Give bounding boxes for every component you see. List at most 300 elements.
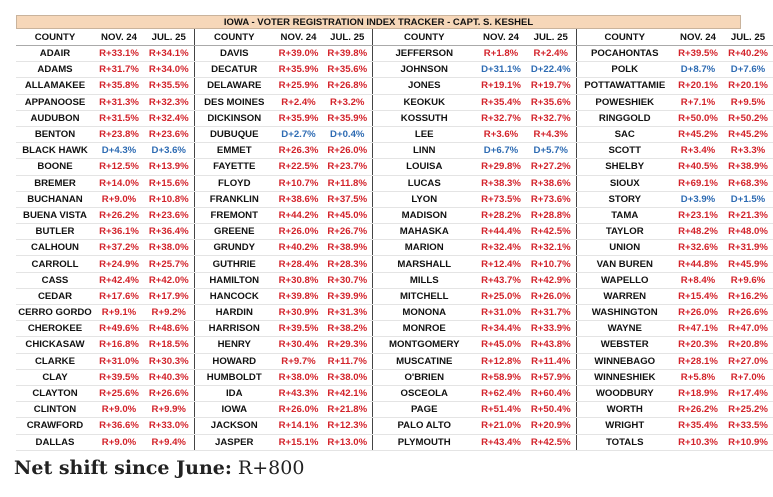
county-name: KOSSUTH <box>372 110 476 126</box>
table-row <box>16 385 773 401</box>
county-name: WINNEBAGO <box>576 353 673 369</box>
county-name: ADAMS <box>16 62 94 78</box>
table-row <box>16 402 773 418</box>
nov24-value: D+6.7% <box>476 143 526 159</box>
jul25-value: R+42.1% <box>323 385 372 401</box>
jul25-value: R+26.0% <box>323 143 372 159</box>
nov24-value: R+39.5% <box>274 321 323 337</box>
jul25-value: R+35.6% <box>323 62 372 78</box>
county-name: CALHOUN <box>16 240 94 256</box>
county-name: WEBSTER <box>576 337 673 353</box>
col-header-jul25: JUL. 25 <box>723 29 773 46</box>
net-shift-footer <box>14 457 304 479</box>
county-name: MONTGOMERY <box>372 337 476 353</box>
nov24-value: R+45.2% <box>673 126 723 142</box>
jul25-value: R+19.7% <box>526 78 576 94</box>
jul25-value: R+34.0% <box>144 62 194 78</box>
table-row <box>16 321 773 337</box>
county-name: CARROLL <box>16 256 94 272</box>
nov24-value: R+30.4% <box>274 337 323 353</box>
jul25-value: R+29.3% <box>323 337 372 353</box>
col-header-county: COUNTY <box>372 29 476 46</box>
nov24-value: R+26.3% <box>274 143 323 159</box>
table-row <box>16 46 773 62</box>
county-name: WARREN <box>576 288 673 304</box>
jul25-value: R+42.5% <box>526 434 576 450</box>
county-name: WINNESHIEK <box>576 369 673 385</box>
jul25-value: R+16.2% <box>723 288 773 304</box>
county-name: LINN <box>372 143 476 159</box>
nov24-value: R+23.8% <box>94 126 144 142</box>
county-name: HAMILTON <box>194 272 274 288</box>
county-name: JACKSON <box>194 418 274 434</box>
nov24-value: R+3.4% <box>673 143 723 159</box>
jul25-value: R+26.6% <box>144 385 194 401</box>
nov24-value: R+49.6% <box>94 321 144 337</box>
county-name: RINGGOLD <box>576 110 673 126</box>
jul25-value: R+11.4% <box>526 353 576 369</box>
table-row <box>16 305 773 321</box>
county-name: MUSCATINE <box>372 353 476 369</box>
jul25-value: R+45.0% <box>323 207 372 223</box>
county-name: HUMBOLDT <box>194 369 274 385</box>
col-header-county: COUNTY <box>576 29 673 46</box>
col-header-nov24: NOV. 24 <box>673 29 723 46</box>
county-name: SIOUX <box>576 175 673 191</box>
county-name: AUDUBON <box>16 110 94 126</box>
nov24-value: R+42.4% <box>94 272 144 288</box>
nov24-value: R+31.5% <box>94 110 144 126</box>
table-row <box>16 337 773 353</box>
jul25-value: D+0.4% <box>323 126 372 142</box>
jul25-value: R+32.4% <box>144 110 194 126</box>
county-name: MARION <box>372 240 476 256</box>
county-name: CEDAR <box>16 288 94 304</box>
county-name: WRIGHT <box>576 418 673 434</box>
jul25-value: R+26.8% <box>323 78 372 94</box>
nov24-value: R+48.2% <box>673 224 723 240</box>
col-header-county: COUNTY <box>194 29 274 46</box>
table-row <box>16 126 773 142</box>
jul25-value: R+31.9% <box>723 240 773 256</box>
col-header-jul25: JUL. 25 <box>323 29 372 46</box>
jul25-value: R+23.7% <box>323 159 372 175</box>
jul25-value: R+40.3% <box>144 369 194 385</box>
county-name: UNION <box>576 240 673 256</box>
county-table <box>16 29 773 451</box>
nov24-value: R+28.4% <box>274 256 323 272</box>
nov24-value: R+58.9% <box>476 369 526 385</box>
jul25-value: R+21.8% <box>323 402 372 418</box>
nov24-value: R+28.2% <box>476 207 526 223</box>
table-row <box>16 143 773 159</box>
jul25-value: R+38.0% <box>323 369 372 385</box>
table-row <box>16 418 773 434</box>
nov24-value: R+44.2% <box>274 207 323 223</box>
county-name: BUCHANAN <box>16 191 94 207</box>
jul25-value: R+68.3% <box>723 175 773 191</box>
jul25-value: R+35.9% <box>323 110 372 126</box>
nov24-value: R+43.3% <box>274 385 323 401</box>
nov24-value: R+9.1% <box>94 305 144 321</box>
table-row <box>16 94 773 110</box>
jul25-value: R+31.7% <box>526 305 576 321</box>
jul25-value: R+10.7% <box>526 256 576 272</box>
county-name: CLINTON <box>16 402 94 418</box>
nov24-value: R+10.3% <box>673 434 723 450</box>
jul25-value: R+11.8% <box>323 175 372 191</box>
nov24-value: R+47.1% <box>673 321 723 337</box>
county-name: DES MOINES <box>194 94 274 110</box>
nov24-value: R+51.4% <box>476 402 526 418</box>
col-header-jul25: JUL. 25 <box>526 29 576 46</box>
nov24-value: R+30.8% <box>274 272 323 288</box>
county-name: POLK <box>576 62 673 78</box>
jul25-value: R+13.9% <box>144 159 194 175</box>
nov24-value: R+45.0% <box>476 337 526 353</box>
jul25-value: R+38.0% <box>144 240 194 256</box>
nov24-value: R+26.0% <box>274 224 323 240</box>
nov24-value: D+4.3% <box>94 143 144 159</box>
jul25-value: R+9.2% <box>144 305 194 321</box>
nov24-value: R+44.4% <box>476 224 526 240</box>
county-name: WORTH <box>576 402 673 418</box>
county-name: VAN BUREN <box>576 256 673 272</box>
nov24-value: R+31.0% <box>476 305 526 321</box>
county-name: CLARKE <box>16 353 94 369</box>
nov24-value: R+12.4% <box>476 256 526 272</box>
county-name: FRANKLIN <box>194 191 274 207</box>
nov24-value: R+15.1% <box>274 434 323 450</box>
jul25-value: R+7.0% <box>723 369 773 385</box>
jul25-value: R+45.9% <box>723 256 773 272</box>
nov24-value: R+35.9% <box>274 62 323 78</box>
nov24-value: R+32.4% <box>476 240 526 256</box>
nov24-value: R+37.2% <box>94 240 144 256</box>
table-row <box>16 207 773 223</box>
nov24-value: R+2.4% <box>274 94 323 110</box>
nov24-value: R+21.0% <box>476 418 526 434</box>
nov24-value: R+31.7% <box>94 62 144 78</box>
county-name: IDA <box>194 385 274 401</box>
sheet-title: IOWA - VOTER REGISTRATION INDEX TRACKER - CAPT. S. KESHEL <box>16 15 741 29</box>
county-name: CHEROKEE <box>16 321 94 337</box>
nov24-value: R+38.6% <box>274 191 323 207</box>
jul25-value: R+43.8% <box>526 337 576 353</box>
county-name: WOODBURY <box>576 385 673 401</box>
jul25-value: R+30.3% <box>144 353 194 369</box>
nov24-value: R+39.8% <box>274 288 323 304</box>
jul25-value: R+17.4% <box>723 385 773 401</box>
jul25-value: R+39.8% <box>323 46 372 62</box>
county-name: FAYETTE <box>194 159 274 175</box>
jul25-value: R+38.9% <box>323 240 372 256</box>
table-body <box>16 46 773 451</box>
jul25-value: R+26.7% <box>323 224 372 240</box>
county-name: KEOKUK <box>372 94 476 110</box>
nov24-value: R+34.4% <box>476 321 526 337</box>
nov24-value: R+35.4% <box>476 94 526 110</box>
jul25-value: R+13.0% <box>323 434 372 450</box>
jul25-value: R+26.6% <box>723 305 773 321</box>
county-name: WASHINGTON <box>576 305 673 321</box>
county-name: SHELBY <box>576 159 673 175</box>
county-name: WAYNE <box>576 321 673 337</box>
county-name: WAPELLO <box>576 272 673 288</box>
jul25-value: R+57.9% <box>526 369 576 385</box>
county-name: FLOYD <box>194 175 274 191</box>
nov24-value: R+43.4% <box>476 434 526 450</box>
nov24-value: R+36.1% <box>94 224 144 240</box>
county-name: HANCOCK <box>194 288 274 304</box>
county-name: BREMER <box>16 175 94 191</box>
nov24-value: R+29.8% <box>476 159 526 175</box>
table-row <box>16 159 773 175</box>
jul25-value: D+5.7% <box>526 143 576 159</box>
nov24-value: R+36.6% <box>94 418 144 434</box>
jul25-value: R+50.4% <box>526 402 576 418</box>
jul25-value: R+37.5% <box>323 191 372 207</box>
county-name: HARDIN <box>194 305 274 321</box>
jul25-value: R+33.9% <box>526 321 576 337</box>
county-name: DECATUR <box>194 62 274 78</box>
jul25-value: R+35.6% <box>526 94 576 110</box>
nov24-value: R+35.9% <box>274 110 323 126</box>
table-row <box>16 78 773 94</box>
jul25-value: R+9.5% <box>723 94 773 110</box>
nov24-value: R+38.3% <box>476 175 526 191</box>
nov24-value: R+9.0% <box>94 434 144 450</box>
jul25-value: R+9.9% <box>144 402 194 418</box>
nov24-value: R+69.1% <box>673 175 723 191</box>
county-name: POWESHIEK <box>576 94 673 110</box>
nov24-value: R+26.0% <box>673 305 723 321</box>
jul25-value: D+22.4% <box>526 62 576 78</box>
nov24-value: R+32.6% <box>673 240 723 256</box>
jul25-value: R+33.5% <box>723 418 773 434</box>
voter-registration-sheet <box>16 15 768 451</box>
county-name: DUBUQUE <box>194 126 274 142</box>
jul25-value: R+28.8% <box>526 207 576 223</box>
county-name: CRAWFORD <box>16 418 94 434</box>
jul25-value: R+11.7% <box>323 353 372 369</box>
nov24-value: R+38.0% <box>274 369 323 385</box>
nov24-value: R+32.7% <box>476 110 526 126</box>
jul25-value: R+73.6% <box>526 191 576 207</box>
county-name: GREENE <box>194 224 274 240</box>
jul25-value: R+48.0% <box>723 224 773 240</box>
jul25-value: R+23.6% <box>144 207 194 223</box>
nov24-value: R+39.5% <box>673 46 723 62</box>
jul25-value: R+10.8% <box>144 191 194 207</box>
county-name: BENTON <box>16 126 94 142</box>
jul25-value: R+9.4% <box>144 434 194 450</box>
county-name: LYON <box>372 191 476 207</box>
jul25-value: R+48.6% <box>144 321 194 337</box>
county-name: BUENA VISTA <box>16 207 94 223</box>
jul25-value: R+3.2% <box>323 94 372 110</box>
table-row <box>16 434 773 450</box>
jul25-value: R+34.1% <box>144 46 194 62</box>
nov24-value: R+5.8% <box>673 369 723 385</box>
jul25-value: R+25.7% <box>144 256 194 272</box>
nov24-value: R+30.9% <box>274 305 323 321</box>
nov24-value: R+40.2% <box>274 240 323 256</box>
nov24-value: R+24.9% <box>94 256 144 272</box>
nov24-value: R+26.0% <box>274 402 323 418</box>
county-name: DAVIS <box>194 46 274 62</box>
county-name: FREMONT <box>194 207 274 223</box>
jul25-value: R+42.0% <box>144 272 194 288</box>
jul25-value: R+20.9% <box>526 418 576 434</box>
jul25-value: R+36.4% <box>144 224 194 240</box>
jul25-value: R+9.6% <box>723 272 773 288</box>
jul25-value: R+10.9% <box>723 434 773 450</box>
county-name: LEE <box>372 126 476 142</box>
header-row <box>16 29 773 46</box>
jul25-value: R+20.8% <box>723 337 773 353</box>
jul25-value: R+38.9% <box>723 159 773 175</box>
nov24-value: R+9.0% <box>94 402 144 418</box>
nov24-value: D+31.1% <box>476 62 526 78</box>
county-name: BUTLER <box>16 224 94 240</box>
jul25-value: R+45.2% <box>723 126 773 142</box>
table-row <box>16 369 773 385</box>
county-name: DALLAS <box>16 434 94 450</box>
county-name: IOWA <box>194 402 274 418</box>
jul25-value: R+40.2% <box>723 46 773 62</box>
county-name: MITCHELL <box>372 288 476 304</box>
nov24-value: R+26.2% <box>94 207 144 223</box>
table-row <box>16 256 773 272</box>
county-name: MONONA <box>372 305 476 321</box>
jul25-value: D+1.5% <box>723 191 773 207</box>
jul25-value: R+31.3% <box>323 305 372 321</box>
col-header-nov24: NOV. 24 <box>274 29 323 46</box>
county-name: PALO ALTO <box>372 418 476 434</box>
nov24-value: R+14.1% <box>274 418 323 434</box>
county-name: LUCAS <box>372 175 476 191</box>
nov24-value: R+25.9% <box>274 78 323 94</box>
jul25-value: R+32.3% <box>144 94 194 110</box>
nov24-value: R+20.3% <box>673 337 723 353</box>
net-shift-value: R+800 <box>237 457 305 479</box>
col-header-county: COUNTY <box>16 29 94 46</box>
nov24-value: R+62.4% <box>476 385 526 401</box>
table-row <box>16 288 773 304</box>
county-name: SCOTT <box>576 143 673 159</box>
table-row <box>16 110 773 126</box>
nov24-value: D+2.7% <box>274 126 323 142</box>
nov24-value: R+1.8% <box>476 46 526 62</box>
table-row <box>16 353 773 369</box>
county-name: STORY <box>576 191 673 207</box>
county-name: GUTHRIE <box>194 256 274 272</box>
county-name: SAC <box>576 126 673 142</box>
jul25-value: R+2.4% <box>526 46 576 62</box>
nov24-value: R+39.5% <box>94 369 144 385</box>
nov24-value: R+8.4% <box>673 272 723 288</box>
county-name: CERRO GORDO <box>16 305 94 321</box>
table-row <box>16 191 773 207</box>
nov24-value: R+44.8% <box>673 256 723 272</box>
jul25-value: R+30.7% <box>323 272 372 288</box>
jul25-value: R+4.3% <box>526 126 576 142</box>
county-name: LOUISA <box>372 159 476 175</box>
nov24-value: R+25.0% <box>476 288 526 304</box>
jul25-value: R+20.1% <box>723 78 773 94</box>
county-name: JEFFERSON <box>372 46 476 62</box>
nov24-value: R+35.8% <box>94 78 144 94</box>
nov24-value: R+50.0% <box>673 110 723 126</box>
nov24-value: R+12.5% <box>94 159 144 175</box>
county-name: MONROE <box>372 321 476 337</box>
county-name: PAGE <box>372 402 476 418</box>
county-name: CHICKASAW <box>16 337 94 353</box>
nov24-value: R+7.1% <box>673 94 723 110</box>
nov24-value: R+25.6% <box>94 385 144 401</box>
county-name: DELAWARE <box>194 78 274 94</box>
jul25-value: R+23.6% <box>144 126 194 142</box>
county-name: JONES <box>372 78 476 94</box>
jul25-value: R+18.5% <box>144 337 194 353</box>
nov24-value: R+39.0% <box>274 46 323 62</box>
county-name: ALLAMAKEE <box>16 78 94 94</box>
nov24-value: R+19.1% <box>476 78 526 94</box>
table-row <box>16 175 773 191</box>
nov24-value: R+16.8% <box>94 337 144 353</box>
col-header-nov24: NOV. 24 <box>94 29 144 46</box>
county-name: O'BRIEN <box>372 369 476 385</box>
jul25-value: R+38.6% <box>526 175 576 191</box>
nov24-value: R+15.4% <box>673 288 723 304</box>
county-name: ADAIR <box>16 46 94 62</box>
county-name: CLAYTON <box>16 385 94 401</box>
jul25-value: R+28.3% <box>323 256 372 272</box>
nov24-value: R+23.1% <box>673 207 723 223</box>
county-name: MAHASKA <box>372 224 476 240</box>
table-row <box>16 224 773 240</box>
county-name: MADISON <box>372 207 476 223</box>
county-name: DICKINSON <box>194 110 274 126</box>
county-name: EMMET <box>194 143 274 159</box>
nov24-value: R+35.4% <box>673 418 723 434</box>
jul25-value: R+15.6% <box>144 175 194 191</box>
jul25-value: R+33.0% <box>144 418 194 434</box>
nov24-value: D+3.9% <box>673 191 723 207</box>
jul25-value: R+21.3% <box>723 207 773 223</box>
county-name: JASPER <box>194 434 274 450</box>
jul25-value: R+60.4% <box>526 385 576 401</box>
jul25-value: R+50.2% <box>723 110 773 126</box>
nov24-value: R+3.6% <box>476 126 526 142</box>
county-name: HENRY <box>194 337 274 353</box>
nov24-value: R+17.6% <box>94 288 144 304</box>
county-name: OSCEOLA <box>372 385 476 401</box>
jul25-value: R+12.3% <box>323 418 372 434</box>
nov24-value: R+10.7% <box>274 175 323 191</box>
county-name: CLAY <box>16 369 94 385</box>
nov24-value: R+31.3% <box>94 94 144 110</box>
jul25-value: R+32.7% <box>526 110 576 126</box>
net-shift-label: Net shift since June: <box>14 457 232 479</box>
nov24-value: R+9.7% <box>274 353 323 369</box>
county-name: HOWARD <box>194 353 274 369</box>
jul25-value: R+26.0% <box>526 288 576 304</box>
jul25-value: R+47.0% <box>723 321 773 337</box>
jul25-value: R+39.9% <box>323 288 372 304</box>
county-name: TOTALS <box>576 434 673 450</box>
